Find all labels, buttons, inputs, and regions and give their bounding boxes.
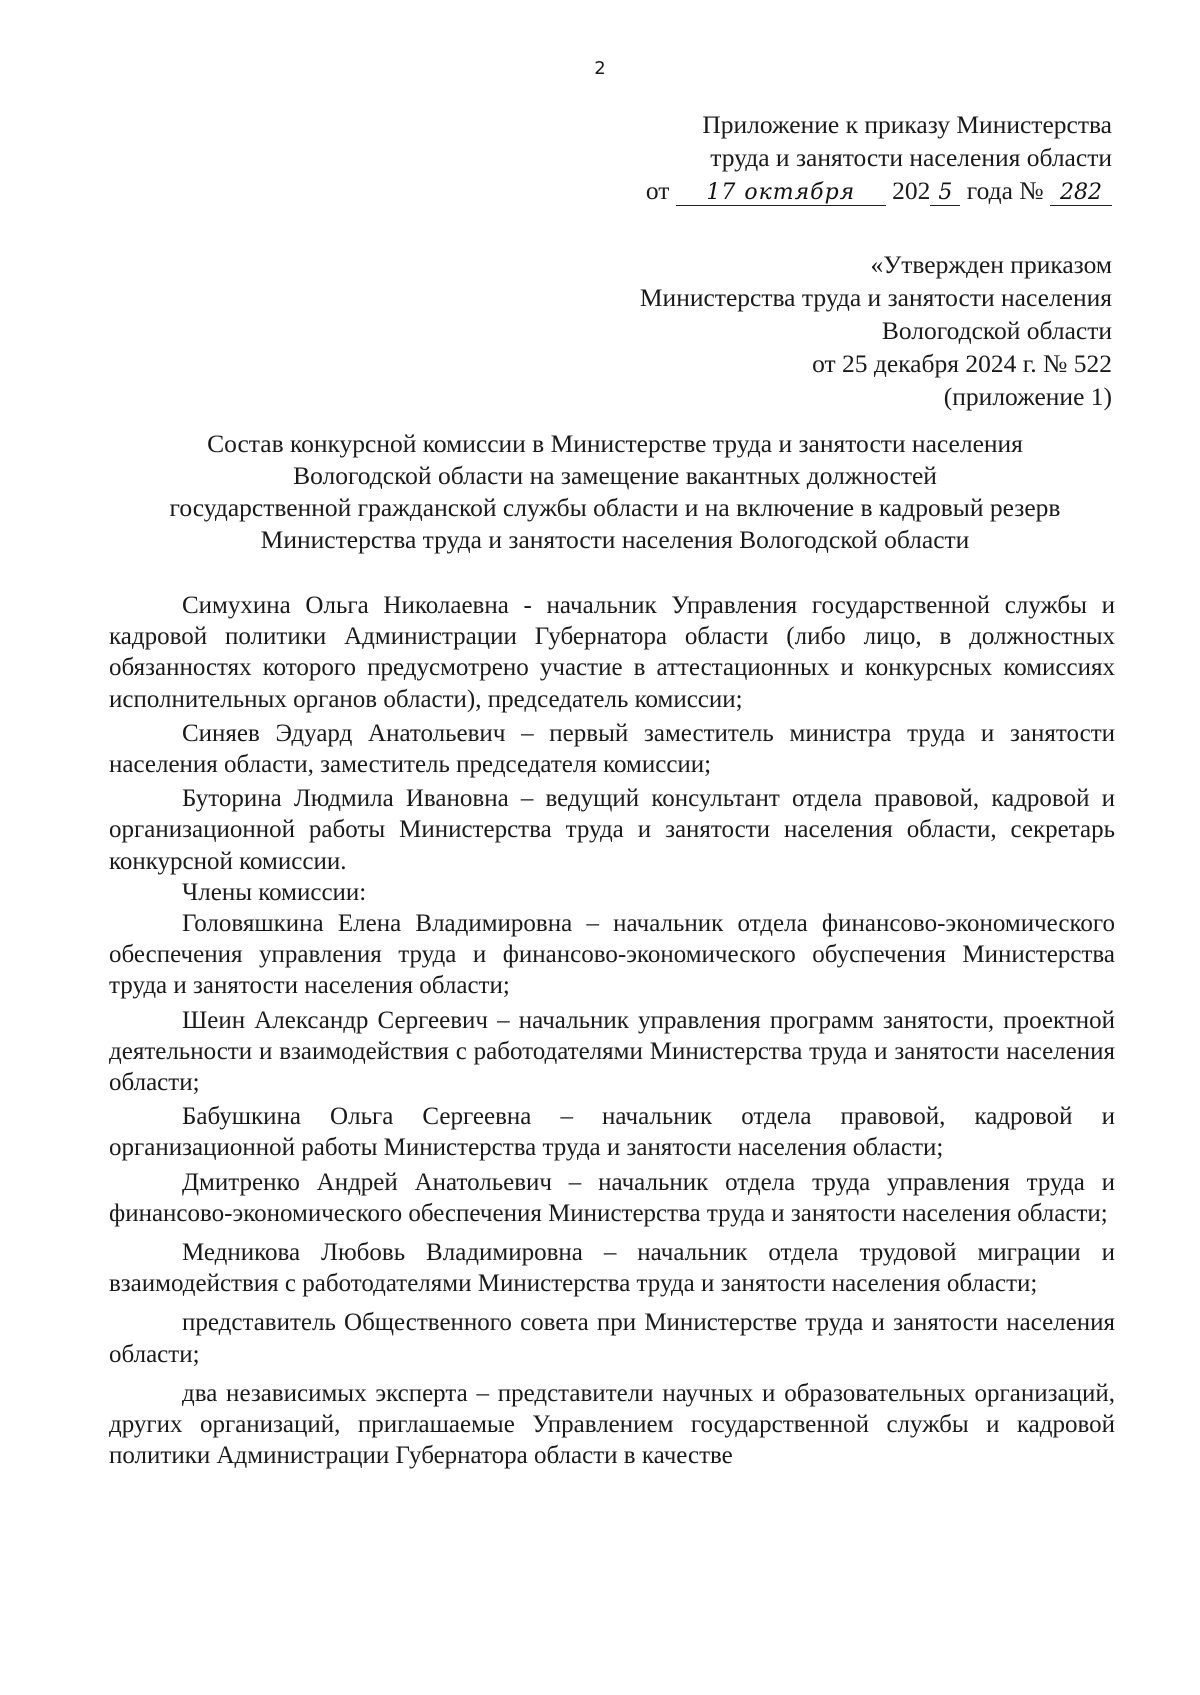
member-dmitrenko: Дмитренко Андрей Анатольевич – начальник отдела труда управления труда и финансово-экономического обеспечения Министерства труда и занятости населения области; [109,1168,1115,1227]
approved-line-4: от 25 декабря 2024 г. № 522 [812,349,1112,378]
member-babushkina: Бабушкина Ольга Сергеевна – начальник отдела правовой, кадровой и организационной работы Министерства труда и занятости населения области; [109,1103,1115,1162]
approved-block [640,248,1112,413]
approved-line-2: Министерства труда и занятости населения [639,283,1112,312]
handwritten-order-number: 282 [1050,181,1112,206]
year-prefix: 202 [892,176,931,205]
member-secretary: Буторина Людмила Ивановна – ведущий консультант отдела правовой, кадровой и организационной работы Министерства труда и занятости населения области, секретарь конкурсной комиссии. [109,785,1115,875]
approved-line-3: Вологодской области [881,316,1112,345]
order-date-line [646,174,1112,207]
date-prefix: от [645,176,670,205]
appendix-header [646,108,1112,207]
title-line-3: государственной гражданской службы области и на включение в кадровый резерв [169,493,1061,522]
member-golovyashkina: Головяшкина Елена Владимировна – начальник отдела финансово-экономического обеспечения управления труда и финансово-экономического обуспечения Министерства труда и занятости населения области; [109,910,1115,1000]
appendix-header-line-2: труда и занятости населения области [710,143,1112,172]
member-chairman: Симухина Ольга Николаевна - начальник Управления государственной службы и кадровой политики Администрации Губернатора области (либо лицо, в должностных обязанностях которого предусмотрено участие в аттестационных и конкурсных комиссиях исполнительных органов области), председатель комиссии; [109,592,1115,713]
title-line-2: Вологодской области на замещение вакантных должностей [293,461,937,490]
document-title [100,428,1130,556]
members-heading: Члены комиссии: [182,878,367,906]
member-shein: Шеин Александр Сергеевич – начальник управления программ занятости, проектной деятельности и взаимодействия с работодателями Министерства труда и занятости населения области; [109,1006,1115,1097]
handwritten-year: 5 [930,181,960,206]
title-line-1: Состав конкурсной комиссии в Министерстве труда и занятости населения [207,429,1023,458]
public-council-representative: представитель Общественного совета при Министерстве труда и занятости населения области; [109,1309,1115,1368]
page-number: 2 [594,58,606,79]
year-suffix: года № [966,176,1044,205]
member-mednikova: Медникова Любовь Владимировна – начальник отдела трудовой миграции и взаимодействия с работодателями Министерства труда и занятости населения области; [109,1239,1115,1298]
approved-line-1: «Утвержден приказом [870,250,1112,279]
independent-experts: два независимых эксперта – представители научных и образовательных организаций, других организаций, приглашаемые Управлением государственной службы и кадровой политики Администрации Губернатора области в качестве [109,1379,1115,1470]
approved-line-5: (приложение 1) [943,382,1112,411]
appendix-header-line-1: Приложение к приказу Министерства [702,110,1112,139]
member-deputy-chairman: Синяев Эдуард Анатольевич – первый заместитель министра труда и занятости населения области, заместитель председателя комиссии; [109,719,1115,779]
title-line-4: Министерства труда и занятости населения Вологодской области [260,525,970,554]
handwritten-date: 17 октября [676,181,886,206]
commission-members-body [109,590,1115,1474]
